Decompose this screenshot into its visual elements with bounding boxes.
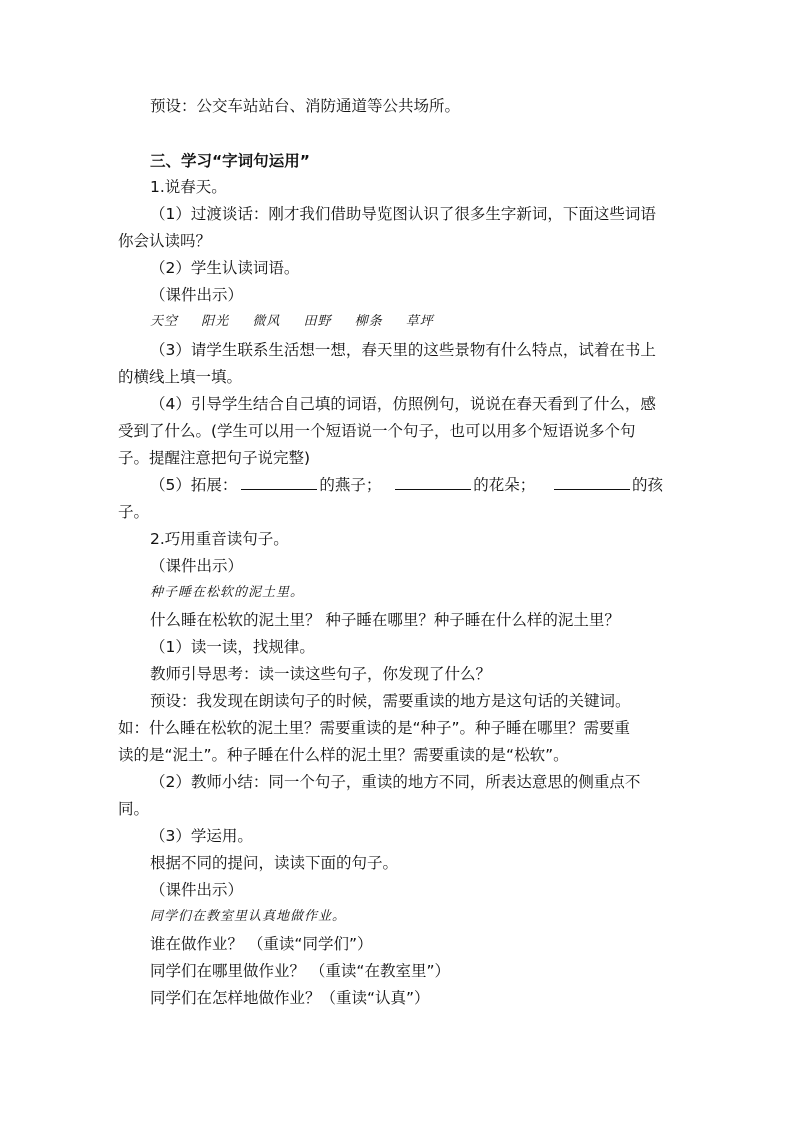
subsection-title: 1.说春天。 xyxy=(150,178,227,196)
paragraph-line: （1）读一读，找规律。 xyxy=(150,638,315,656)
fill-blank xyxy=(395,474,471,490)
word-item: 草坪 xyxy=(405,314,434,329)
paragraph-line: 什么睡在松软的泥土里？ 种子睡在哪里？种子睡在什么样的泥土里？ xyxy=(150,611,620,629)
paragraph-line: 子。 xyxy=(118,503,150,521)
extension-line xyxy=(150,474,663,496)
paragraph-line: 同学们在怎样地做作业？（重读“认真”） xyxy=(150,989,430,1007)
paragraph-line: 受到了什么。(学生可以用一个短语说一个句子，也可以用多个短语说多个句 xyxy=(118,422,636,440)
courseware-label: （课件出示） xyxy=(150,286,244,304)
paragraph-line: （2）教师小结：同一个句子，重读的地方不同，所表达意思的侧重点不 xyxy=(150,773,641,791)
fill-blank xyxy=(554,474,630,490)
subsection-title: 2.巧用重音读句子。 xyxy=(150,530,289,548)
paragraph-line: 根据不同的提问，读读下面的句子。 xyxy=(150,854,399,872)
courseware-label: （课件出示） xyxy=(150,881,244,899)
paragraph-line: 同。 xyxy=(118,800,150,818)
paragraph-line: 同学们在哪里做作业？ （重读“在教室里”） xyxy=(150,962,450,980)
fill-blank xyxy=(241,474,317,490)
paragraph-line: （1）过渡谈话：刚才我们借助导览图认识了很多生字新词，下面这些词语 xyxy=(150,205,656,223)
paragraph-line: 预设：我发现在朗读句子的时候，需要重读的地方是这句话的关键词。 xyxy=(150,692,631,710)
paragraph-line: 的横线上填一填。 xyxy=(118,368,243,386)
paragraph-line: （2）学生认读词语。 xyxy=(150,259,300,277)
preset-text: 预设：公交车站站台、消防通道等公共场所。 xyxy=(150,97,461,115)
paragraph-line: （3）请学生联系生活想一想，春天里的这些景物有什么特点，试着在书上 xyxy=(150,341,656,359)
word-item: 田野 xyxy=(303,314,332,329)
section-heading: 三、学习“字词句运用” xyxy=(150,152,310,170)
paragraph-line: 你会认读吗？ xyxy=(118,232,212,250)
word-item: 微风 xyxy=(252,314,281,329)
extension-label: （5）拓展： xyxy=(150,476,238,494)
paragraph-line: （3）学运用。 xyxy=(150,827,253,845)
extension-text: 的花朵； xyxy=(473,476,536,494)
word-item: 柳条 xyxy=(354,314,383,329)
paragraph-line: 子。提醒注意把句子说完整) xyxy=(118,449,311,467)
extension-text: 的燕子； xyxy=(319,476,382,494)
example-sentence: 同学们在教室里认真地做作业。 xyxy=(150,909,347,924)
word-item: 天空 xyxy=(150,314,179,329)
example-sentence: 种子睡在松软的泥土里。 xyxy=(150,585,305,600)
paragraph-line: 教师引导思考：读一读这些句子，你发现了什么？ xyxy=(150,665,492,683)
paragraph-line: （4）引导学生结合自己填的词语，仿照例句，说说在春天看到了什么，感 xyxy=(150,395,656,413)
paragraph-line: 如：什么睡在松软的泥土里？需要重读的是“种子”。种子睡在哪里？需要重 xyxy=(118,719,631,737)
extension-text: 的孩 xyxy=(632,476,664,494)
word-item: 阳光 xyxy=(201,314,230,329)
courseware-label: （课件出示） xyxy=(150,557,244,575)
paragraph-line: 读的是“泥土”。种子睡在什么样的泥土里？需要重读的是“松软”。 xyxy=(118,746,569,764)
paragraph-line: 谁在做作业？ （重读“同学们”） xyxy=(150,935,373,953)
word-list xyxy=(150,311,452,333)
